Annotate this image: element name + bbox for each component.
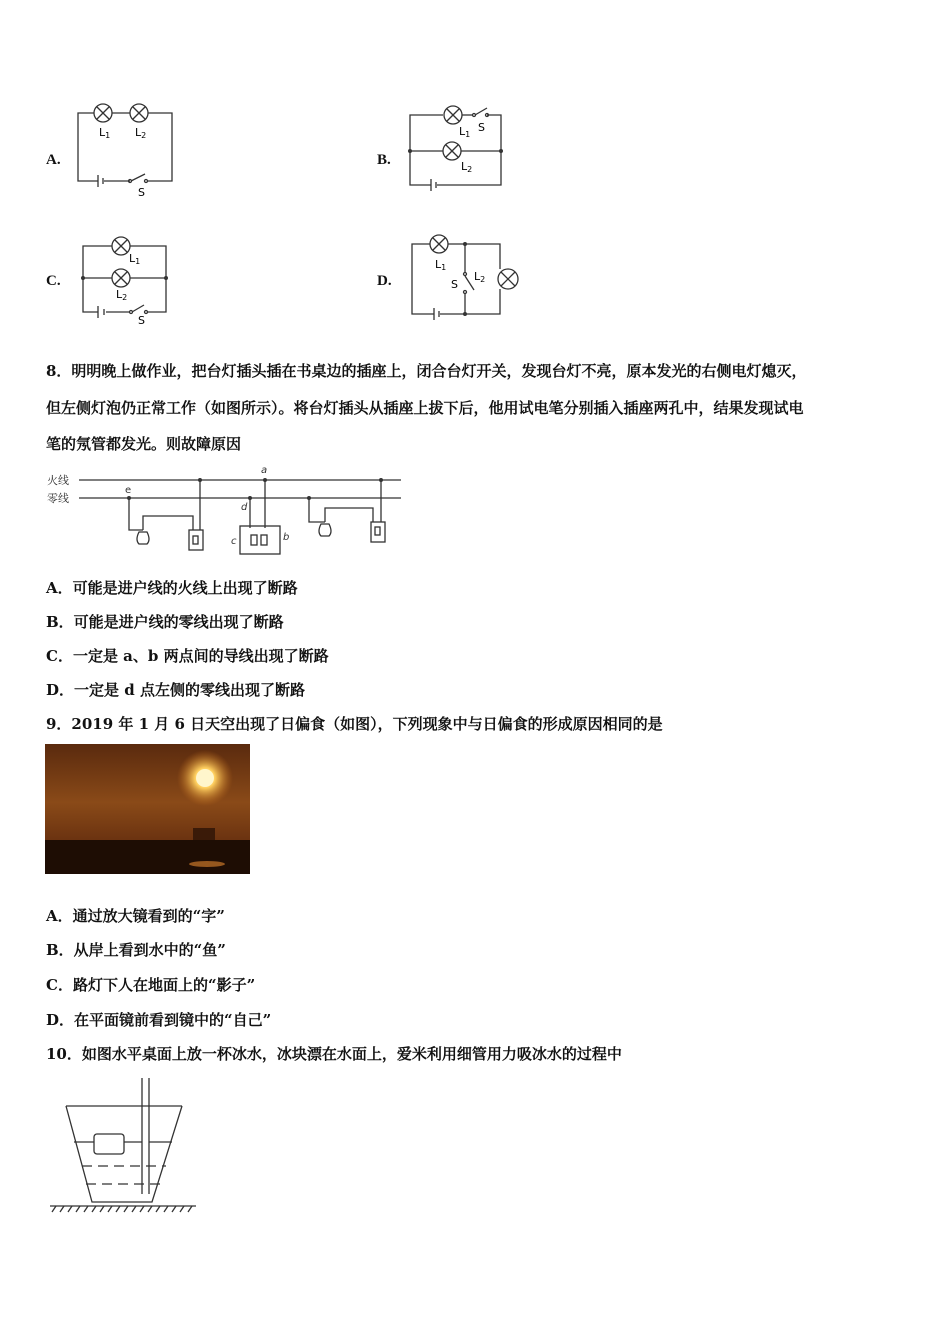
q9-option-a[interactable]: A．通过放大镜看到的“字” bbox=[46, 907, 225, 925]
svg-text:L2: L2 bbox=[116, 288, 128, 302]
svg-text:S: S bbox=[138, 314, 145, 327]
ice-water-cup-diagram bbox=[48, 1076, 198, 1218]
svg-text:b: b bbox=[283, 532, 290, 543]
svg-text:L1: L1 bbox=[129, 252, 141, 266]
svg-text:d: d bbox=[241, 502, 248, 513]
q8-option-d[interactable]: D．一定是 d 点左侧的零线出现了断路 bbox=[46, 681, 305, 699]
svg-text:零线: 零线 bbox=[47, 492, 69, 505]
q8-stem-line-3: 笔的氖管都发光。则故障原因 bbox=[46, 435, 242, 453]
q9-option-b[interactable]: B．从岸上看到水中的“鱼” bbox=[46, 941, 226, 959]
q9-option-c[interactable]: C．路灯下人在地面上的“影子” bbox=[46, 976, 256, 994]
svg-text:L1: L1 bbox=[459, 125, 471, 139]
q9-option-d[interactable]: D．在平面镜前看到镜中的“自己” bbox=[46, 1011, 272, 1029]
svg-text:c: c bbox=[231, 536, 237, 547]
svg-text:L2: L2 bbox=[135, 126, 147, 140]
q8-stem-line-1: 8．明明晚上做作业，把台灯插头插在书桌边的插座上，闭合台灯开关，发现台灯不亮，原本发光的右侧电灯熄灭， bbox=[46, 362, 807, 380]
option-letter-a: A. bbox=[46, 152, 61, 168]
q9-stem: 9．2019 年 1 月 6 日天空出现了日偏食（如图），下列现象中与日偏食的形成原因相同的是 bbox=[46, 715, 663, 733]
household-circuit-diagram bbox=[45, 462, 405, 562]
partial-eclipse-photo bbox=[45, 744, 250, 874]
svg-text:S: S bbox=[478, 121, 485, 134]
svg-text:S: S bbox=[451, 278, 458, 291]
svg-text:L2: L2 bbox=[461, 160, 473, 174]
option-letter-b: B. bbox=[377, 152, 391, 168]
svg-text:L2: L2 bbox=[474, 270, 486, 284]
circuit-diagram-b bbox=[403, 98, 513, 203]
option-letter-c: C. bbox=[46, 273, 61, 289]
q8-option-b[interactable]: B．可能是进户线的零线出现了断路 bbox=[46, 613, 284, 631]
svg-text:S: S bbox=[138, 186, 145, 199]
q10-stem: 10．如图水平桌面上放一杯冰水，冰块漂在水面上，爱米利用细管用力吸冰水的过程中 bbox=[46, 1045, 622, 1063]
svg-text:e: e bbox=[125, 485, 132, 496]
circuit-diagram-c bbox=[76, 232, 176, 327]
q8-stem-line-2: 但左侧灯泡仍正常工作（如图所示）。将台灯插头从插座上拔下后，他用试电笔分别插入插座两孔中，结果发现试电 bbox=[46, 399, 804, 417]
q8-option-c[interactable]: C．一定是 a、b 两点间的导线出现了断路 bbox=[46, 647, 329, 665]
q8-option-a[interactable]: A．可能是进户线的火线上出现了断路 bbox=[46, 579, 298, 597]
svg-text:火线: 火线 bbox=[47, 474, 69, 487]
option-letter-d: D. bbox=[377, 273, 392, 289]
svg-text:L1: L1 bbox=[435, 258, 447, 272]
circuit-diagram-a bbox=[70, 98, 180, 203]
svg-text:a: a bbox=[261, 465, 268, 476]
circuit-diagram-d bbox=[404, 232, 529, 327]
svg-text:L1: L1 bbox=[99, 126, 111, 140]
